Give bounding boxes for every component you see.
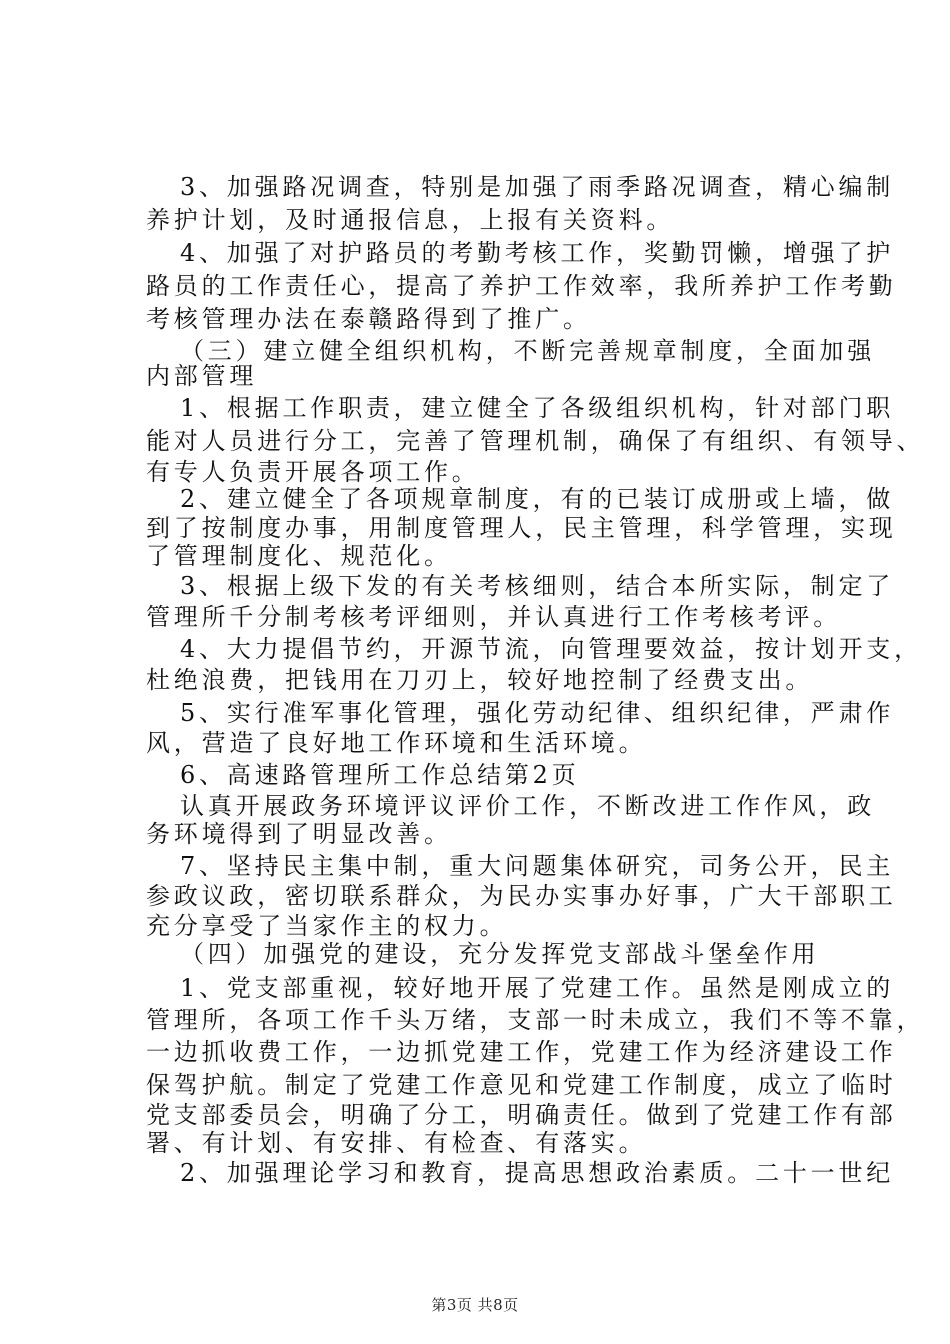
paragraph-line: 能对人员进行分工，完善了管理机制，确保了有组织、有领导、 (146, 427, 925, 455)
paragraph-line: 1、党支部重视，较好地开展了党建工作。虽然是刚成立的 (180, 974, 895, 1002)
paragraph-line: 到了按制度办事，用制度管理人，民主管理，科学管理，实现 (146, 514, 897, 542)
paragraph-line: 有专人负责开展各项工作。 (146, 458, 480, 486)
section-heading-line: （三）建立健全组织机构，不断完善规章制度，全面加强 (180, 337, 875, 365)
paragraph-line: 保驾护航。制定了党建工作意见和党建工作制度，成立了临时 (146, 1071, 897, 1099)
section-heading-line: （四）加强党的建设，充分发挥党支部战斗堡垒作用 (180, 940, 820, 968)
paragraph-line: 管理所千分制考核考评细则，并认真进行工作考核考评。 (146, 603, 841, 631)
paragraph-line: 养护计划，及时通报信息，上报有关资料。 (146, 206, 675, 234)
paragraph-line: 署、有计划、有安排、有检查、有落实。 (146, 1129, 647, 1157)
section-heading-line: 内部管理 (146, 362, 258, 390)
paragraph-line: 务环境得到了明显改善。 (146, 820, 452, 848)
paragraph-line: 6、高速路管理所工作总结第2页 (180, 761, 580, 789)
paragraph-line: 7、坚持民主集中制，重大问题集体研究，司务公开，民主 (180, 852, 895, 880)
paragraph-line: 管理所，各项工作千头万绪，支部一时未成立，我们不等不靠， (146, 1006, 925, 1034)
paragraph-line: 考核管理办法在泰赣路得到了推广。 (146, 305, 591, 333)
paragraph-line: 参政议政，密切联系群众，为民办实事办好事，广大干部职工 (146, 882, 897, 910)
paragraph-line: 3、根据上级下发的有关考核细则，结合本所实际，制定了 (180, 572, 895, 600)
paragraph-line: 3、加强路况调查，特别是加强了雨季路况调查，精心编制 (180, 173, 895, 201)
paragraph-line: 路员的工作责任心，提高了养护工作效率，我所养护工作考勤 (146, 272, 897, 300)
paragraph-line: 认真开展政务环境评议评价工作，不断改进工作作风，政 (180, 792, 875, 820)
paragraph-line: 2、加强理论学习和教育，提高思想政治素质。二十一世纪 (180, 1159, 895, 1187)
paragraph-line: 杜绝浪费，把钱用在刀刃上，较好地控制了经费支出。 (146, 666, 814, 694)
paragraph-line: 2、建立健全了各项规章制度，有的已装订成册或上墙，做 (180, 485, 895, 513)
paragraph-line: 4、加强了对护路员的考勤考核工作，奖勤罚懒，增强了护 (180, 239, 895, 267)
paragraph-line: 4、大力提倡节约，开源节流，向管理要效益，按计划开支， (180, 635, 922, 663)
paragraph-line: 了管理制度化、规范化。 (146, 542, 452, 570)
paragraph-line: 充分享受了当家作主的权力。 (146, 912, 508, 940)
paragraph-line: 5、实行准军事化管理，强化劳动纪律、组织纪律，严肃作 (180, 699, 895, 727)
page-number-footer: 第3页 共8页 (431, 1296, 519, 1314)
paragraph-line: 1、根据工作职责，建立健全了各级组织机构，针对部门职 (180, 394, 895, 422)
paragraph-line: 风，营造了良好地工作环境和生活环境。 (146, 729, 647, 757)
paragraph-line: 党支部委员会，明确了分工，明确责任。做到了党建工作有部 (146, 1101, 897, 1129)
paragraph-line: 一边抓收费工作，一边抓党建工作，党建工作为经济建设工作 (146, 1038, 897, 1066)
